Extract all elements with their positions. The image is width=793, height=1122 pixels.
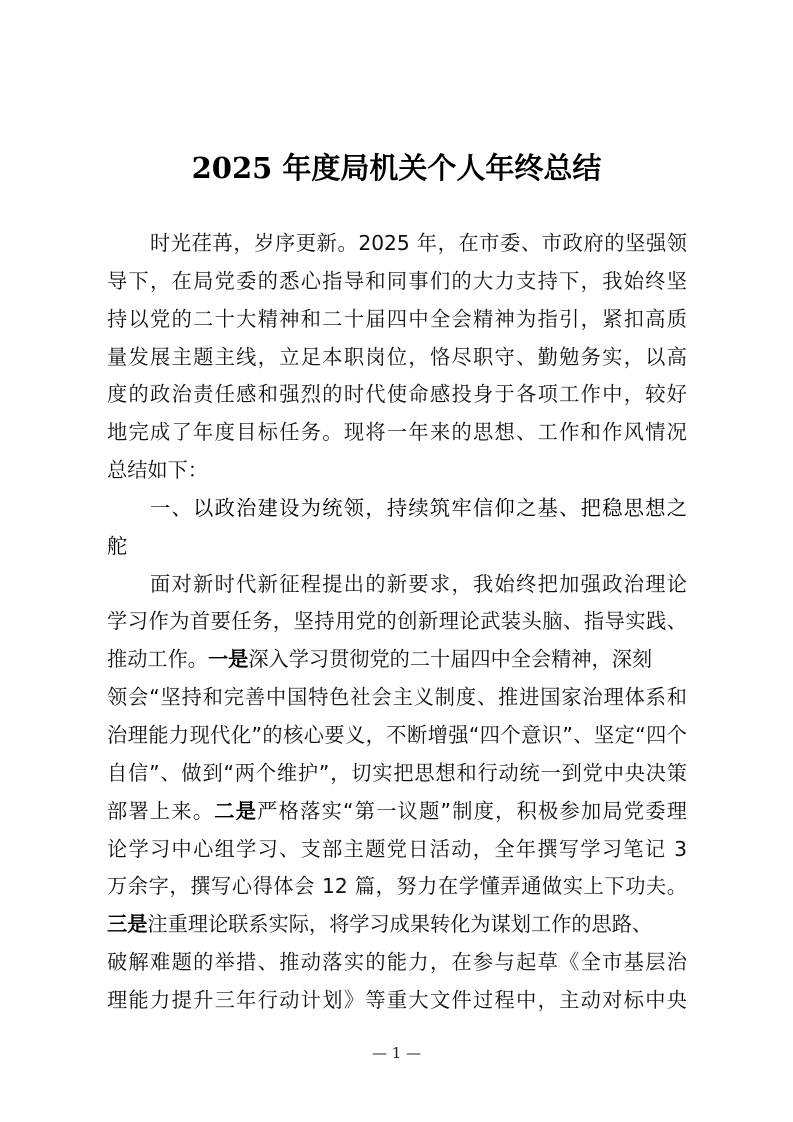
paragraph-line: 万余字，撰写心得体会 12 篇，努力在学懂弄通做实上下功夫。 <box>107 874 687 899</box>
line-rest: 严格落实“第一议题”制度，积极参加局党委理 <box>257 798 687 823</box>
bold-marker: 二是 <box>214 798 258 823</box>
paragraph-line: 破解难题的举措、推动落实的能力，在参与起草《全市基层治 <box>107 950 687 975</box>
paragraph-line: 论学习中心组学习、支部主题党日活动，全年撰写学习笔记 3 <box>107 836 687 861</box>
paragraph-line: 时光荏苒，岁序更新。2025 年，在市委、市政府的坚强领 <box>150 231 687 255</box>
paragraph-line <box>107 641 687 679</box>
page-number: — 1 — <box>371 1044 422 1062</box>
section-heading-line: 舵 <box>107 533 128 558</box>
document-body <box>107 225 687 1020</box>
bold-marker: 一是 <box>207 647 249 672</box>
line-rest: 注重理论联系实际，将学习成果转化为谋划工作的思路、 <box>147 912 653 937</box>
paragraph-line: 导下，在局党委的悉心指导和同事们的大力支持下，我始终坚 <box>107 268 687 293</box>
paragraph-line: 自信”、做到“两个维护”，切实把思想和行动统一到党中央决策 <box>107 760 687 785</box>
line-rest: 深入学习贯彻党的二十届四中全会精神，深刻 <box>248 647 653 672</box>
section-heading-line: 一、以政治建设为统领，持续筑牢信仰之基、把稳思想之 <box>150 495 687 520</box>
line-prefix: 部署上来。 <box>107 798 215 823</box>
bold-marker: 三是 <box>107 912 148 937</box>
paragraph-line <box>107 906 687 944</box>
line-prefix: 推动工作。 <box>107 647 208 672</box>
paragraph-line: 面对新时代新征程提出的新要求，我始终把加强政治理论 <box>150 571 687 596</box>
paragraph-line: 治理能力现代化”的核心要义，不断增强“四个意识”、坚定“四个 <box>107 722 687 747</box>
paragraph-line: 理能力提升三年行动计划》等重大文件过程中，主动对标中央 <box>107 987 687 1012</box>
paragraph-line: 学习作为首要任务，坚持用党的创新理论武装头脑、指导实践、 <box>107 609 687 634</box>
paragraph-line: 度的政治责任感和强烈的时代使命感投身于各项工作中，较好 <box>107 382 687 407</box>
paragraph-line: 领会“坚持和完善中国特色社会主义制度、推进国家治理体系和 <box>107 685 687 710</box>
paragraph-line: 持以党的二十大精神和二十届四中全会精神为指引，紧扣高质 <box>107 306 687 331</box>
document-title: 2025 年度局机关个人年终总结 <box>191 151 602 185</box>
paragraph-line <box>107 793 687 831</box>
paragraph-line: 量发展主题主线，立足本职岗位，恪尽职守、勤勉务实，以高 <box>107 344 687 369</box>
paragraph-line: 总结如下： <box>107 458 208 483</box>
paragraph-line: 地完成了年度目标任务。现将一年来的思想、工作和作风情况 <box>107 420 687 445</box>
